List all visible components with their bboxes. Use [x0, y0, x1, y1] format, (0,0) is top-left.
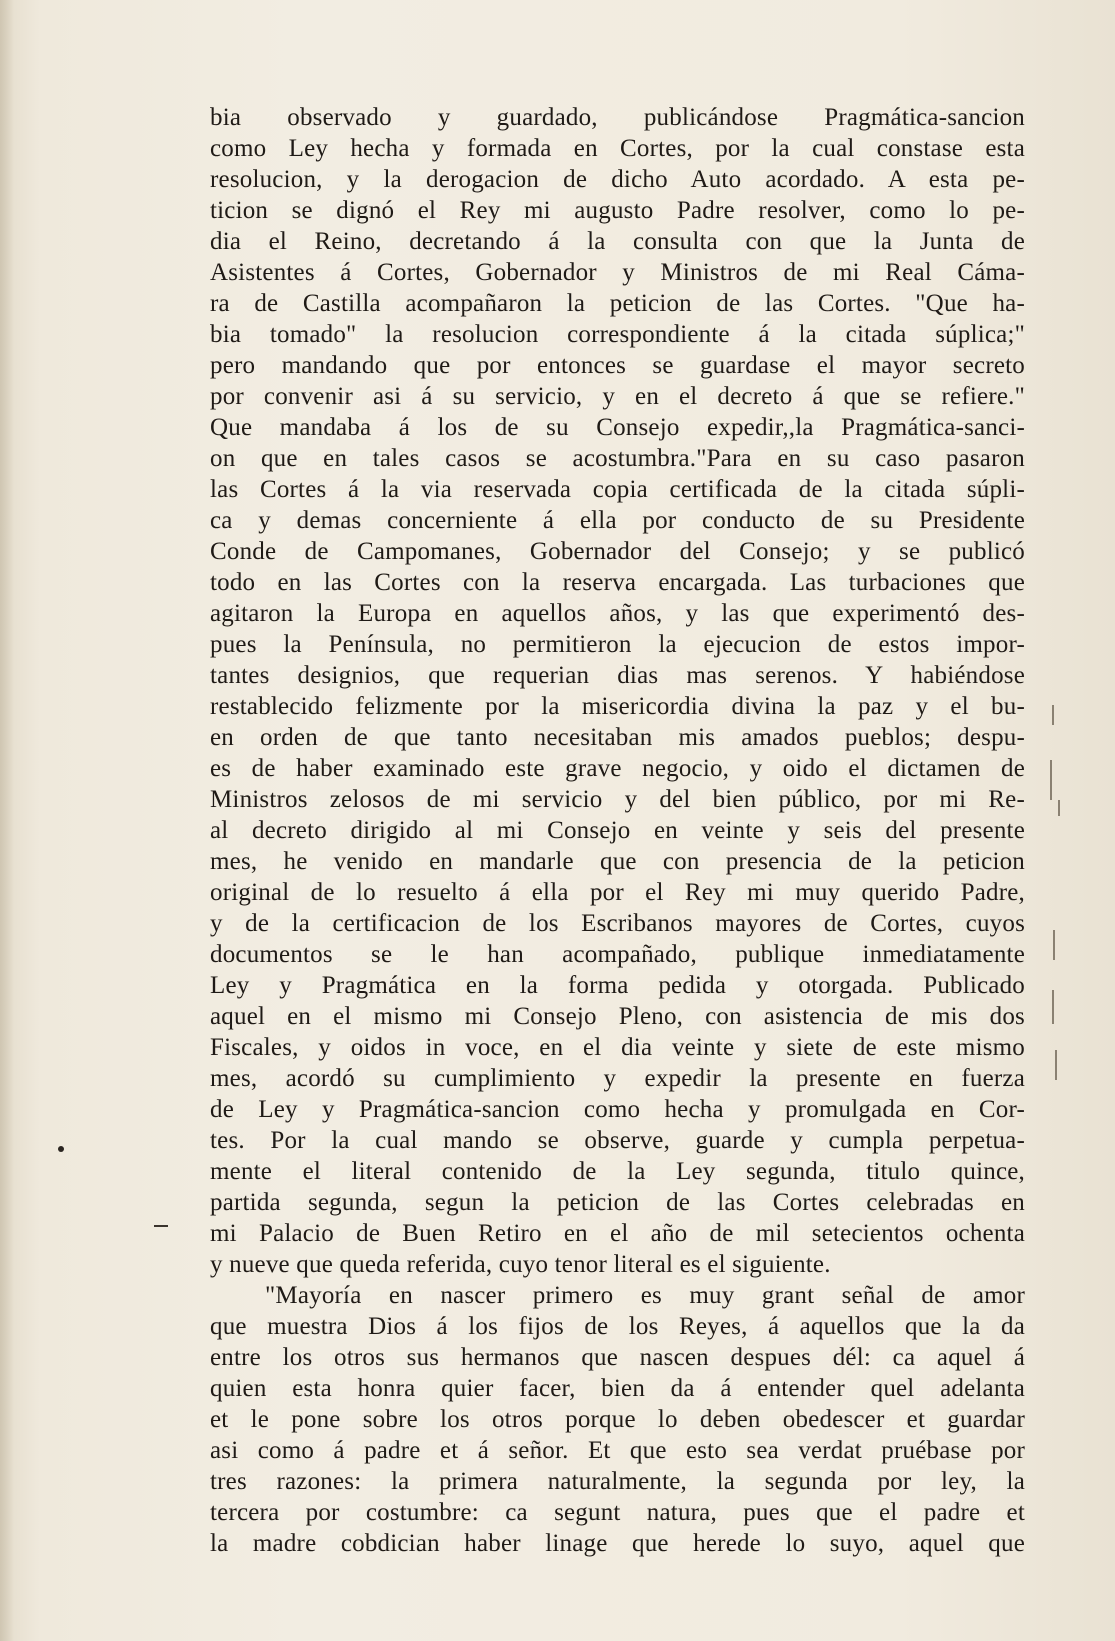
text-line: documentos se le han acompañado, publique inmediatamente	[210, 941, 1025, 968]
text-line: tres razones: la primera naturalmente, la segunda por ley, la	[210, 1468, 1025, 1495]
page-gutter-shadow	[0, 0, 14, 1641]
text-line: las Cortes á la via reservada copia certificada de la citada súpli-	[210, 476, 1025, 503]
text-line: resolucion, y la derogacion de dicho Auto acordado. A esta pe-	[210, 166, 1025, 193]
text-line: on que en tales casos se acostumbra."Para en su caso pasaron	[210, 445, 1025, 472]
text-line: original de lo resuelto á ella por el Rey mi muy querido Padre,	[210, 879, 1025, 906]
text-line: mente el literal contenido de la Ley segunda, titulo quince,	[210, 1158, 1025, 1185]
text-line: ca y demas concerniente á ella por conducto de su Presidente	[210, 507, 1025, 534]
text-line: todo en las Cortes con la reserva encargada. Las turbaciones que	[210, 569, 1025, 596]
text-line: de Ley y Pragmática-sancion como hecha y promulgada en Cor-	[210, 1096, 1025, 1123]
text-line: entre los otros sus hermanos que nascen despues dél: ca aquel á	[210, 1344, 1025, 1371]
text-line: bia observado y guardado, publicándose Pragmática-sancion	[210, 104, 1025, 131]
right-margin-mark	[1050, 760, 1052, 800]
text-line: Ley y Pragmática en la forma pedida y otorgada. Publicado	[210, 972, 1025, 999]
right-margin-mark	[1052, 705, 1054, 725]
text-line: Asistentes á Cortes, Gobernador y Ministros de mi Real Cáma-	[210, 259, 1025, 286]
text-line: la madre cobdician haber linage que herede lo suyo, aquel que	[210, 1530, 1025, 1557]
text-line: en orden de que tanto necesitaban mis amados pueblos; despu-	[210, 724, 1025, 751]
right-margin-mark	[1052, 990, 1054, 1024]
text-line: pero mandando que por entonces se guardase el mayor secreto	[210, 352, 1025, 379]
text-line: Conde de Campomanes, Gobernador del Consejo; y se publicó	[210, 538, 1025, 565]
text-line: ra de Castilla acompañaron la peticion de las Cortes. "Que ha-	[210, 290, 1025, 317]
text-line: "Mayoría en nascer primero es muy grant señal de amor	[265, 1282, 1025, 1309]
text-line: asi como á padre et á señor. Et que esto sea verdat pruébase por	[210, 1437, 1025, 1464]
text-line: por convenir asi á su servicio, y en el decreto á que se refiere."	[210, 383, 1025, 410]
text-line: tantes designios, que requerian dias mas serenos. Y habiéndose	[210, 662, 1025, 689]
text-line: tercera por costumbre: ca segunt natura, pues que el padre et	[210, 1499, 1025, 1526]
right-margin-mark	[1058, 800, 1060, 816]
text-line: ticion se dignó el Rey mi augusto Padre resolver, como lo pe-	[210, 197, 1025, 224]
right-margin-mark	[1053, 930, 1055, 960]
body-text	[210, 102, 1025, 1559]
text-line: mes, he venido en mandarle que con presencia de la peticion	[210, 848, 1025, 875]
text-line: es de haber examinado este grave negocio, y oido el dictamen de	[210, 755, 1025, 782]
text-line: mes, acordó su cumplimiento y expedir la presente en fuerza	[210, 1065, 1025, 1092]
text-line: y de la certificacion de los Escribanos mayores de Cortes, cuyos	[210, 910, 1025, 937]
text-line: como Ley hecha y formada en Cortes, por la cual constase esta	[210, 135, 1025, 162]
margin-dash	[154, 1225, 168, 1227]
text-line: tes. Por la cual mando se observe, guarde y cumpla perpetua-	[210, 1127, 1025, 1154]
text-line: bia tomado" la resolucion correspondiente á la citada súplica;"	[210, 321, 1025, 348]
text-line: que muestra Dios á los fijos de los Reyes, á aquellos que la da	[210, 1313, 1025, 1340]
text-line: Ministros zelosos de mi servicio y del bien público, por mi Re-	[210, 786, 1025, 813]
right-margin-mark	[1055, 1050, 1057, 1080]
margin-dot	[58, 1146, 64, 1152]
text-line: Fiscales, y oidos in voce, en el dia veinte y siete de este mismo	[210, 1034, 1025, 1061]
text-line: mi Palacio de Buen Retiro en el año de mil setecientos ochenta	[210, 1220, 1025, 1247]
text-line: et le pone sobre los otros porque lo deben obedescer et guardar	[210, 1406, 1025, 1433]
text-line: y nueve que queda referida, cuyo tenor literal es el siguiente.	[210, 1251, 831, 1278]
text-line: Que mandaba á los de su Consejo expedir,,la Pragmática-sanci-	[210, 414, 1025, 441]
text-line: dia el Reino, decretando á la consulta con que la Junta de	[210, 228, 1025, 255]
text-line: pues la Península, no permitieron la ejecucion de estos impor-	[210, 631, 1025, 658]
text-line: agitaron la Europa en aquellos años, y las que experimentó des-	[210, 600, 1025, 627]
text-line: partida segunda, segun la peticion de las Cortes celebradas en	[210, 1189, 1025, 1216]
text-line: al decreto dirigido al mi Consejo en veinte y seis del presente	[210, 817, 1025, 844]
text-line: quien esta honra quier facer, bien da á entender quel adelanta	[210, 1375, 1025, 1402]
text-line: aquel en el mismo mi Consejo Pleno, con asistencia de mis dos	[210, 1003, 1025, 1030]
text-line: restablecido felizmente por la misericordia divina la paz y el bu-	[210, 693, 1025, 720]
